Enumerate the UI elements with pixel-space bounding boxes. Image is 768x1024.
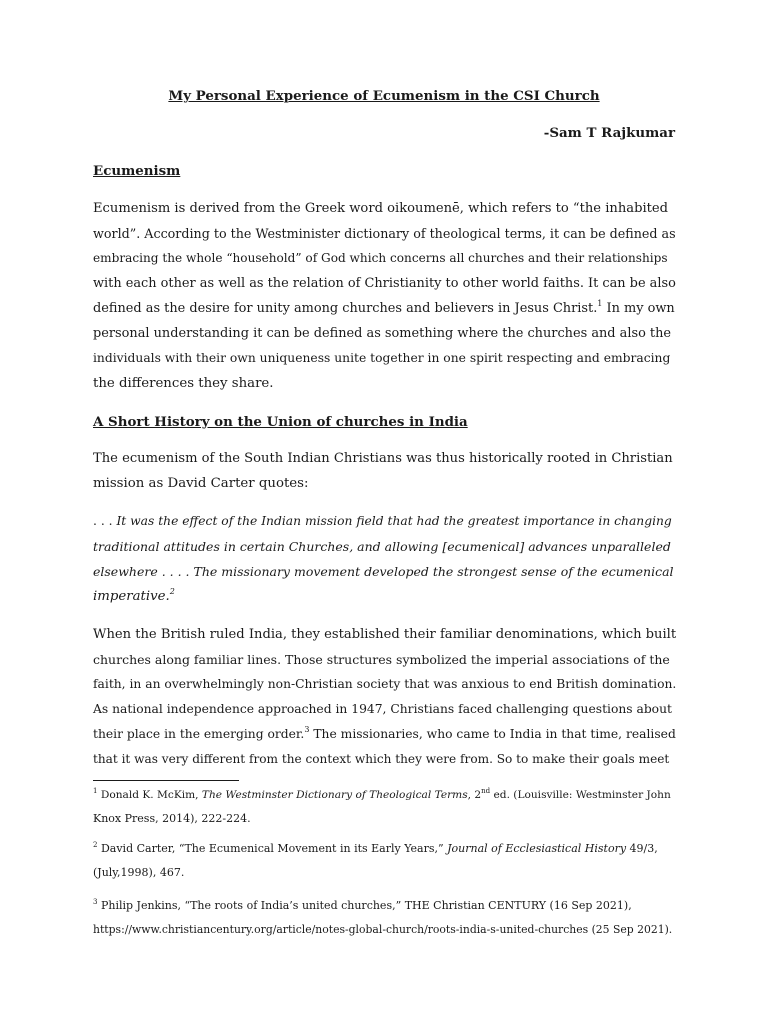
text-line: Ecumenism is derived from the Greek word oikoumenē, which refers to “the inhabited xyxy=(93,201,669,216)
footnote-1 xyxy=(93,783,675,831)
text-line: individuals with their own uniqueness unite together in one spirit respecting and embracing xyxy=(93,351,671,365)
quote-ellipsis: . . . xyxy=(93,514,117,528)
text-segment: , 2 xyxy=(467,789,482,801)
footnote-url[interactable]: https://www.christiancentury.org/article/notes-global-church/roots-india-s-united-churches (25 Sep 2021). xyxy=(93,923,673,936)
quote-line: elsewhere . . . . The missionary movement developed the strongest sense of the ecumenical xyxy=(93,564,674,579)
footnote-number: 3 xyxy=(93,898,98,906)
footnote-number: 1 xyxy=(93,787,98,795)
footnote-ref-1[interactable]: 1 xyxy=(597,299,603,308)
text-segment: ed. (Louisville: Westminster John xyxy=(490,789,671,801)
text-segment: their place in the emerging order. xyxy=(93,727,305,741)
text-line: personal understanding it can be defined as something where the churches and also the xyxy=(93,326,672,341)
text-line: with each other as well as the relation of Christianity to other world faiths. It can be also xyxy=(93,276,676,291)
footnote-line: Knox Press, 2014), 222-224. xyxy=(93,812,251,825)
text-line: world”. According to the Westminister dictionary of theological terms, it can be defined as xyxy=(93,226,676,241)
quote-line xyxy=(93,509,675,534)
text-segment: Philip Jenkins, “The roots of India’s united churches,” THE Christian CENTURY (16 Sep 2021), xyxy=(97,899,632,912)
footnote-line xyxy=(93,783,675,807)
text-line xyxy=(93,296,675,321)
ordinal-suffix: nd xyxy=(481,787,491,795)
block-quote-carter xyxy=(93,509,675,609)
paragraph-history-intro xyxy=(93,446,675,496)
text-line: embracing the whole “household” of God which concerns all churches and their relationships xyxy=(93,251,668,265)
section-heading-ecumenism: Ecumenism xyxy=(93,163,181,179)
text-segment: It was the effect of the Indian mission field that had the greatest importance in changing xyxy=(116,514,672,528)
document-page xyxy=(93,0,675,1024)
footnote-number: 2 xyxy=(93,841,98,849)
text-segment: Journal of Ecclesiastical History xyxy=(447,842,627,855)
footnote-line xyxy=(93,894,675,918)
footnote-ref-2[interactable]: 2 xyxy=(169,587,175,596)
text-line xyxy=(93,722,675,747)
footnote-2 xyxy=(93,837,675,885)
text-segment: 49/3, xyxy=(626,842,658,855)
text-line: The ecumenism of the South Indian Christians was thus historically rooted in Christian xyxy=(93,451,673,466)
text-segment: David Carter, “The Ecumenical Movement in its Early Years,” xyxy=(97,842,448,855)
text-line: that it was very different from the context which they were from. So to make their goals meet xyxy=(93,752,670,766)
text-segment: defined as the desire for unity among churches and believers in Jesus Christ. xyxy=(93,301,598,316)
text-segment: imperative. xyxy=(93,589,170,604)
paragraph-british-rule xyxy=(93,622,675,772)
text-line: the differences they share. xyxy=(93,376,274,391)
footnote-separator xyxy=(93,780,239,781)
text-line: As national independence approached in 1947, Christians faced challenging questions about xyxy=(93,702,672,716)
text-segment: The Westminster Dictionary of Theological Terms xyxy=(201,789,468,801)
text-line: mission as David Carter quotes: xyxy=(93,476,309,491)
footnote-line: (July,1998), 467. xyxy=(93,866,185,879)
section-heading-history: A Short History on the Union of churches in India xyxy=(93,414,468,430)
text-segment: In my own xyxy=(602,301,675,316)
footnote-line xyxy=(93,837,675,861)
text-line: churches along familiar lines. Those structures symbolized the imperial associations of the xyxy=(93,652,670,667)
paragraph-ecumenism-definition xyxy=(93,196,675,396)
quote-line xyxy=(93,584,675,609)
page-title: My Personal Experience of Ecumenism in the CSI Church xyxy=(168,88,600,104)
text-line: When the British ruled India, they established their familiar denominations, which built xyxy=(93,627,677,642)
quote-line: traditional attitudes in certain Churches, and allowing [ecumenical] advances unparalleled xyxy=(93,539,671,554)
footnote-3 xyxy=(93,894,675,942)
text-line: faith, in an overwhelmingly non-Christian society that was anxious to end British domination. xyxy=(93,677,677,691)
text-segment: The missionaries, who came to India in that time, realised xyxy=(309,727,676,741)
author-byline: -Sam T Rajkumar xyxy=(543,125,675,141)
footnote-ref-3[interactable]: 3 xyxy=(304,725,310,734)
text-segment: Donald K. McKim, xyxy=(97,789,202,801)
